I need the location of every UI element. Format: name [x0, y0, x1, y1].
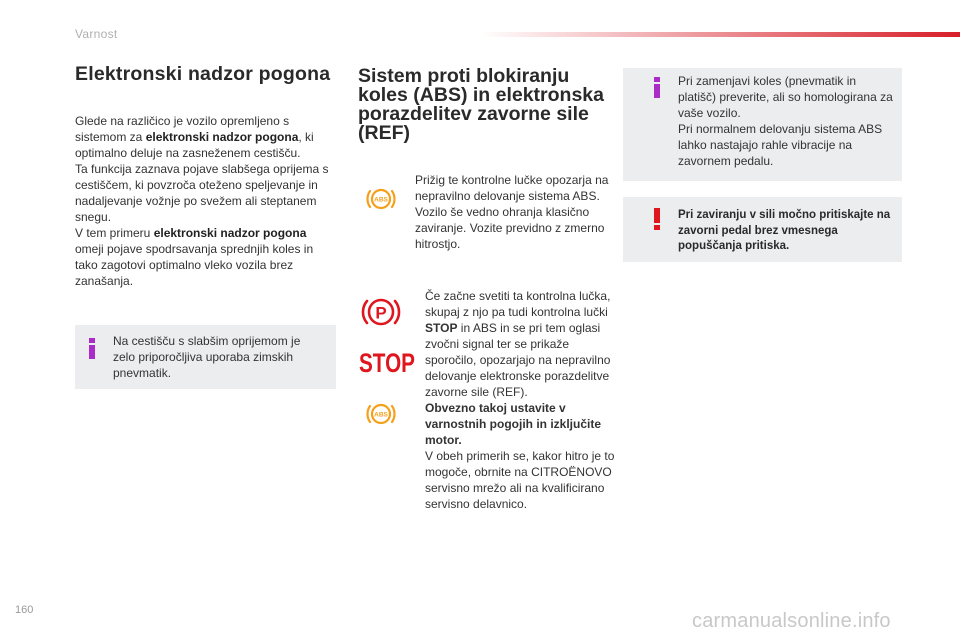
ref-text-3: V obeh primerih se, kakor hitro je to mogoče, obrnite na CITROËNOVO servisno mrežo ali na kvalificirano servisno delavnico.: [425, 449, 615, 511]
stop-icon-label: STOP: [359, 348, 415, 378]
ref-text-2: in ABS in se pri tem oglasi zvočni signal ter se prikaže sporočilo, opozarjajo na nepravilno delovanje elektronske porazdelitve zavorne sile (REF).: [425, 321, 611, 399]
abs-icon-label-2: ABS: [374, 411, 388, 419]
section-title-abs-ref: Sistem proti blokiranju koles (ABS) in elektronska porazdelitev zavorne sile (REF): [358, 65, 604, 144]
winter-tyres-info-box: [75, 325, 336, 389]
abs-warning-text: Prižig te kontrolne lučke opozarja na nepravilno delovanje sistema ABS. Vozilo še vedno ohranja klasično zaviranje. Vozite previdno z zmerno hitrostjo.: [415, 173, 609, 251]
wheel-change-info-box: [623, 68, 902, 181]
traction-bold-2: elektronski nadzor pogona: [153, 226, 307, 240]
traction-text-1: Glede na različico je vozilo opremljeno s sistemom za: [75, 114, 290, 144]
parking-brake-warning-icon: [360, 293, 402, 331]
wheel-change-info-text: Pri zamenjavi koles (pnevmatik in platišč) preverite, ali so homologirana za vaše vozilo. Pri normalnem delovanju sistema ABS lahko nastajajo rahle vibracije na zavornem pedalu.: [678, 74, 893, 168]
p-icon-label: P: [375, 303, 387, 323]
abs-icon-label: ABS: [374, 196, 388, 204]
ref-text-1: Če začne svetiti ta kontrolna lučka, skupaj z njo pa tudi kontrolna lučki: [425, 289, 611, 319]
traction-text-5: omeji pojave spodrsavanja sprednjih koles in tako zagotovi optimalno vleko vozila brez zanašanja.: [75, 242, 314, 288]
traction-text-3: Ta funkcija zaznava pojave slabšega oprijema s cestiščem, ki povzroča oteženo speljevanje in nadaljevanje vožnje po svežem ali steptanem snegu.: [75, 162, 329, 224]
section-title-electronic-traction: Elektronski nadzor pogona: [75, 63, 331, 85]
emergency-braking-warning-text: Pri zaviranju v sili močno pritiskajte na zavorni pedal brez vmesnega popuščanja pritiska.: [678, 209, 891, 252]
header-accent-bar: [480, 32, 960, 37]
abs-warning-icon-2: [364, 397, 398, 431]
stop-warning-icon: [358, 344, 416, 376]
traction-paragraph: [75, 113, 337, 289]
emergency-braking-warning-box: [623, 197, 902, 262]
ref-warning-paragraph: [425, 288, 620, 512]
abs-warning-icon: [364, 182, 398, 216]
watermark: carmanualsonline.info: [692, 610, 891, 632]
ref-bold-instruction: Obvezno takoj ustavite v varnostnih pogojih in izključite motor.: [425, 401, 602, 447]
traction-text-4: V tem primeru: [75, 226, 154, 240]
ref-bold-stop: STOP: [425, 321, 458, 335]
page-number: 160: [15, 604, 34, 616]
winter-tyres-info-text: Na cestišču s slabšim oprijemom je zelo priporočljiva uporaba zimskih pnevmatik.: [113, 334, 301, 380]
traction-text-2: , ki optimalno deluje na zasneženem cestišču.: [75, 130, 314, 160]
section-label: Varnost: [75, 27, 118, 41]
traction-bold-1: elektronski nadzor pogona: [145, 130, 299, 144]
